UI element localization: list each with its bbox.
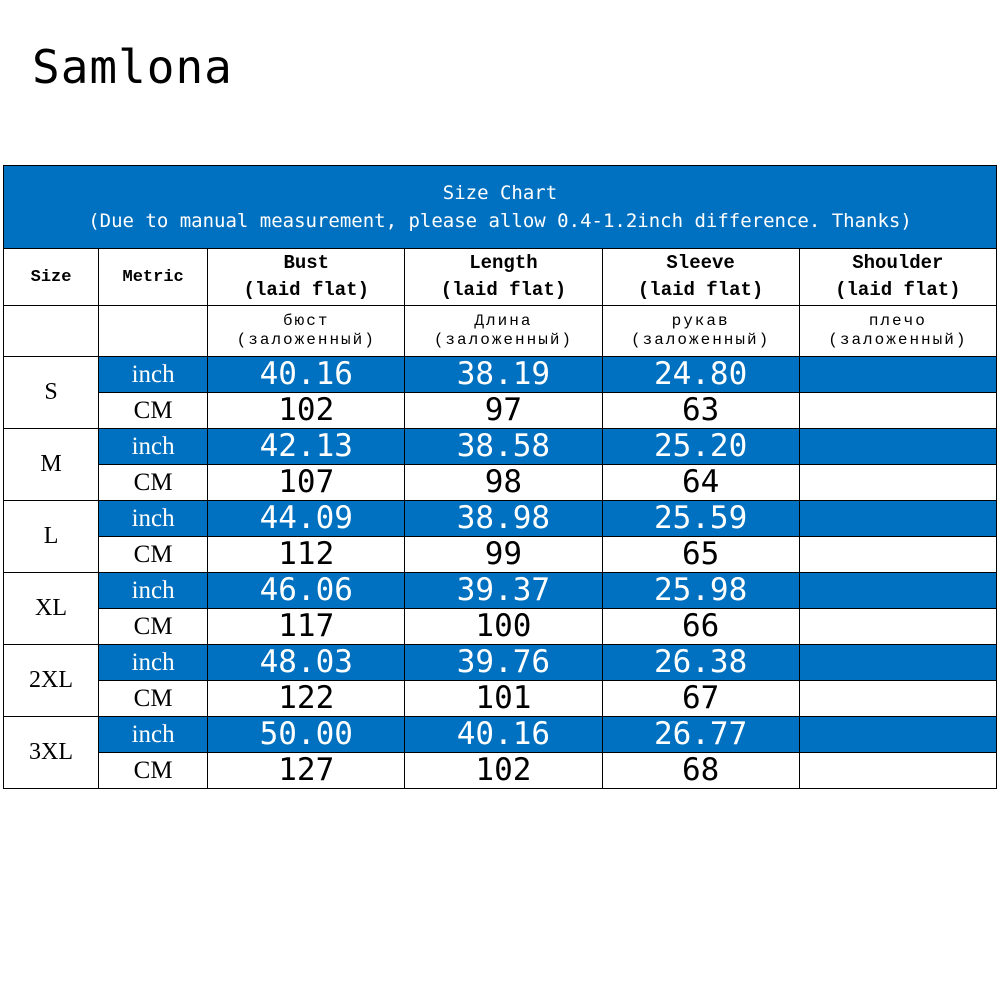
table-row [4, 717, 997, 753]
header-ru-length-note: (заложенный) [433, 331, 574, 349]
cell-sleeve-cm: 64 [602, 465, 799, 501]
header-sleeve-label: Sleeve [666, 252, 735, 274]
header-metric: Metric [99, 249, 208, 306]
cell-shoulder-inch [799, 357, 996, 393]
table-row [4, 609, 997, 645]
cell-length-inch: 39.76 [405, 645, 602, 681]
cell-length-cm: 102 [405, 753, 602, 789]
cell-length-cm: 99 [405, 537, 602, 573]
cell-sleeve-cm: 67 [602, 681, 799, 717]
size-chart [3, 165, 997, 789]
header-sleeve-note: (laid flat) [637, 279, 764, 301]
metric-inch: inch [99, 501, 208, 537]
cell-bust-cm: 102 [208, 393, 405, 429]
header-ru-sleeve-note: (заложенный) [630, 331, 771, 349]
header-length [405, 249, 602, 306]
metric-inch: inch [99, 357, 208, 393]
header-ru-empty-size [4, 306, 99, 357]
chart-subtitle: (Due to manual measurement, please allow 0.4-1.2inch difference. Thanks) [88, 210, 912, 232]
cell-shoulder-cm [799, 465, 996, 501]
cell-shoulder-inch [799, 501, 996, 537]
cell-shoulder-cm [799, 393, 996, 429]
metric-inch: inch [99, 645, 208, 681]
header-size: Size [4, 249, 99, 306]
header-length-note: (laid flat) [440, 279, 567, 301]
cell-bust-cm: 112 [208, 537, 405, 573]
cell-bust-inch: 40.16 [208, 357, 405, 393]
title-row [4, 166, 997, 249]
cell-length-inch: 38.58 [405, 429, 602, 465]
header-ru-length [405, 306, 602, 357]
cell-shoulder-inch [799, 573, 996, 609]
metric-inch: inch [99, 429, 208, 465]
header-ru-length-label: Длина [474, 312, 533, 330]
size-label: XL [4, 573, 99, 645]
cell-bust-inch: 48.03 [208, 645, 405, 681]
cell-length-cm: 98 [405, 465, 602, 501]
table-row [4, 393, 997, 429]
table-row [4, 645, 997, 681]
table-row [4, 537, 997, 573]
cell-shoulder-cm [799, 753, 996, 789]
cell-bust-cm: 107 [208, 465, 405, 501]
header-ru-bust-note: (заложенный) [236, 331, 376, 349]
header-shoulder-label: Shoulder [852, 252, 944, 274]
table-row [4, 753, 997, 789]
chart-title-cell [4, 166, 997, 249]
metric-cm: CM [99, 465, 208, 501]
header-ru-shoulder-label: плечо [868, 312, 927, 330]
size-label: M [4, 429, 99, 501]
header-ru-sleeve [602, 306, 799, 357]
header-ru-bust [208, 306, 405, 357]
size-label: 2XL [4, 645, 99, 717]
header-ru-empty-metric [99, 306, 208, 357]
cell-bust-cm: 117 [208, 609, 405, 645]
table-row [4, 681, 997, 717]
size-label: 3XL [4, 717, 99, 789]
brand-logo: Samlona [32, 40, 233, 94]
cell-length-inch: 38.98 [405, 501, 602, 537]
cell-sleeve-inch: 25.98 [602, 573, 799, 609]
metric-cm: CM [99, 393, 208, 429]
metric-inch: inch [99, 717, 208, 753]
cell-shoulder-cm [799, 681, 996, 717]
header-shoulder [799, 249, 996, 306]
header-ru-shoulder-note: (заложенный) [828, 331, 968, 349]
cell-shoulder-cm [799, 609, 996, 645]
metric-cm: CM [99, 537, 208, 573]
cell-length-inch: 39.37 [405, 573, 602, 609]
cell-shoulder-inch [799, 717, 996, 753]
header-shoulder-note: (laid flat) [835, 279, 961, 301]
cell-bust-inch: 46.06 [208, 573, 405, 609]
table-row [4, 357, 997, 393]
cell-bust-cm: 122 [208, 681, 405, 717]
header-length-label: Length [469, 252, 538, 274]
cell-sleeve-cm: 63 [602, 393, 799, 429]
header-ru-shoulder [799, 306, 996, 357]
header-ru-bust-label: бюст [283, 312, 330, 330]
table-row [4, 465, 997, 501]
cell-sleeve-inch: 24.80 [602, 357, 799, 393]
cell-length-inch: 40.16 [405, 717, 602, 753]
metric-cm: CM [99, 609, 208, 645]
chart-title: Size Chart [442, 182, 558, 204]
cell-sleeve-inch: 25.59 [602, 501, 799, 537]
header-row [4, 249, 997, 306]
cell-sleeve-inch: 25.20 [602, 429, 799, 465]
metric-inch: inch [99, 573, 208, 609]
header-bust [208, 249, 405, 306]
cell-shoulder-inch [799, 429, 996, 465]
cell-length-cm: 97 [405, 393, 602, 429]
header-row-ru [4, 306, 997, 357]
metric-cm: CM [99, 753, 208, 789]
cell-shoulder-cm [799, 537, 996, 573]
cell-length-cm: 101 [405, 681, 602, 717]
header-bust-label: Bust [283, 252, 330, 274]
header-bust-note: (laid flat) [243, 279, 369, 301]
cell-sleeve-cm: 66 [602, 609, 799, 645]
cell-bust-cm: 127 [208, 753, 405, 789]
cell-sleeve-inch: 26.77 [602, 717, 799, 753]
cell-bust-inch: 44.09 [208, 501, 405, 537]
cell-bust-inch: 42.13 [208, 429, 405, 465]
header-ru-sleeve-label: рукав [671, 312, 730, 330]
table-row [4, 573, 997, 609]
cell-sleeve-inch: 26.38 [602, 645, 799, 681]
table-row [4, 429, 997, 465]
table-row [4, 501, 997, 537]
cell-sleeve-cm: 68 [602, 753, 799, 789]
cell-sleeve-cm: 65 [602, 537, 799, 573]
size-label: S [4, 357, 99, 429]
cell-length-cm: 100 [405, 609, 602, 645]
cell-length-inch: 38.19 [405, 357, 602, 393]
header-sleeve [602, 249, 799, 306]
size-label: L [4, 501, 99, 573]
metric-cm: CM [99, 681, 208, 717]
size-table [3, 165, 997, 789]
cell-shoulder-inch [799, 645, 996, 681]
cell-bust-inch: 50.00 [208, 717, 405, 753]
